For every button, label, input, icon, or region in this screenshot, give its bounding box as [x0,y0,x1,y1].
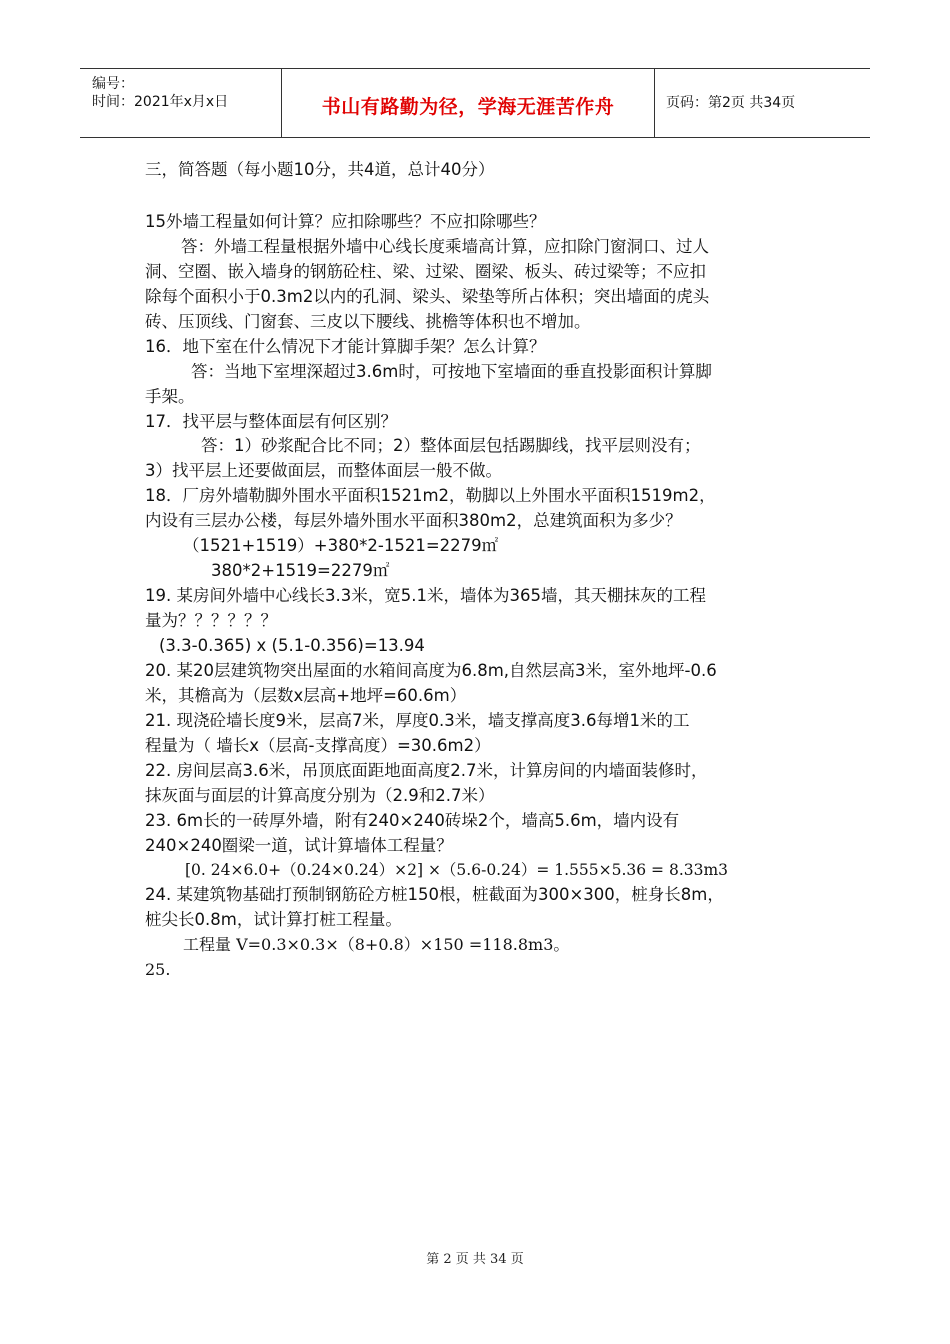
question-18-line-1: 18．厂房外墙勒脚外围水平面积1521m2，勒脚以上外围水平面积1519m2， [145,486,716,505]
answer-19: (3.3-0.365) x (5.1-0.356)=13.94 [159,636,425,655]
motto-text: 书山有路勤为径，学海无涯苦作舟 [321,96,615,118]
answer-17-line-2: 3）找平层上还要做面层，而整体面层一般不做。 [145,461,502,480]
answer-16-line-1: 答：当地下室埋深超过3.6m时，可按地下室墙面的垂直投影面积计算脚 [191,362,712,381]
answer-23: [0. 24×6.0+（0.24×0.24）×2] ×（5.6-0.24）= 1.555×5.36 = 8.33m3 [185,861,729,879]
question-22-line-1: 22. 房间层高3.6米，吊顶底面距地面高度2.7米，计算房间的内墙面装修时， [145,761,708,780]
page-info: 页码：第2页 共34页 [666,95,796,111]
code-label: 编号： [92,76,134,92]
page-footer: 第 2 页 共 34 页 [426,1252,524,1267]
answer-15-line-1: 答：外墙工程量根据外墙中心线长度乘墙高计算，应扣除门窗洞口、过人 [181,237,709,256]
question-18-line-2: 内设有三层办公楼，每层外墙外围水平面积380m2，总建筑面积为多少？ [145,511,682,530]
question-19-line-2: 量为？？？？？？ [145,611,277,630]
answer-24: 工程量 V=0.3×0.3×（8+0.8）×150 =118.8m3。 [183,935,570,954]
question-19-line-1: 19. 某房间外墙中心线长3.3米，宽5.1米，墙体为365墙，其天棚抹灰的工程 [145,586,706,605]
document-header [80,68,870,138]
question-20-line-1: 20. 某20层建筑物突出屋面的水箱间高度为6.8m,自然层高3米，室外地坪-0.6 [145,661,717,680]
question-21-line-1: 21. 现浇砼墙长度9米，层高7米，厚度0.3米，墙支撑高度3.6每增1米的工 [145,711,690,730]
question-23-line-1: 23. 6m长的一砖厚外墙，附有240×240砖垛2个，墙高5.6m，墙内设有 [145,811,680,830]
question-21-line-2: 程量为（ 墙长x（层高-支撑高度）=30.6m2） [145,736,491,755]
question-16: 16．地下室在什么情况下才能计算脚手架？怎么计算？ [145,337,546,356]
question-25: 25. [145,960,171,979]
answer-18-line-2: 380*2+1519=2279㎡ [211,561,390,580]
question-23-line-2: 240×240圈梁一道，试计算墙体工程量？ [145,836,453,855]
answer-17-line-1: 答：1）砂浆配合比不同；2）整体面层包括踢脚线，找平层则没有； [201,436,701,455]
answer-15-line-2: 洞、空圈、嵌入墙身的钢筋砼柱、梁、过梁、圈梁、板头、砖过梁等；不应扣 [145,262,706,281]
section-title: 三，简答题（每小题10分，共4道，总计40分） [145,160,495,179]
answer-15-line-3: 除每个面积小于0.3m2以内的孔洞、梁头、梁垫等所占体积；突出墙面的虎头 [145,287,710,306]
header-left-cell [80,69,281,137]
header-right-cell [654,69,870,137]
question-24-line-1: 24. 某建筑物基础打预制钢筋砼方桩150根，桩截面为300×300，桩身长8m， [145,885,724,904]
answer-18-line-1: （1521+1519）+380*2-1521=2279㎡ [183,536,499,555]
header-motto-cell [281,69,655,137]
question-15: 15外墙工程量如何计算？应扣除哪些？不应扣除哪些？ [145,212,546,231]
answer-15-line-4: 砖、压顶线、门窗套、三皮以下腰线、挑檐等体积也不增加。 [145,312,591,331]
question-24-line-2: 桩尖长0.8m，试计算打桩工程量。 [145,910,402,929]
question-22-line-2: 抹灰面与面层的计算高度分别为（2.9和2.7米） [145,786,495,805]
question-17: 17．找平层与整体面层有何区别？ [145,412,397,431]
time-label: 时间：2021年x月x日 [92,94,229,110]
answer-16-line-2: 手架。 [145,387,195,406]
question-20-line-2: 米，其檐高为（层数x层高+地坪=60.6m） [145,686,467,705]
